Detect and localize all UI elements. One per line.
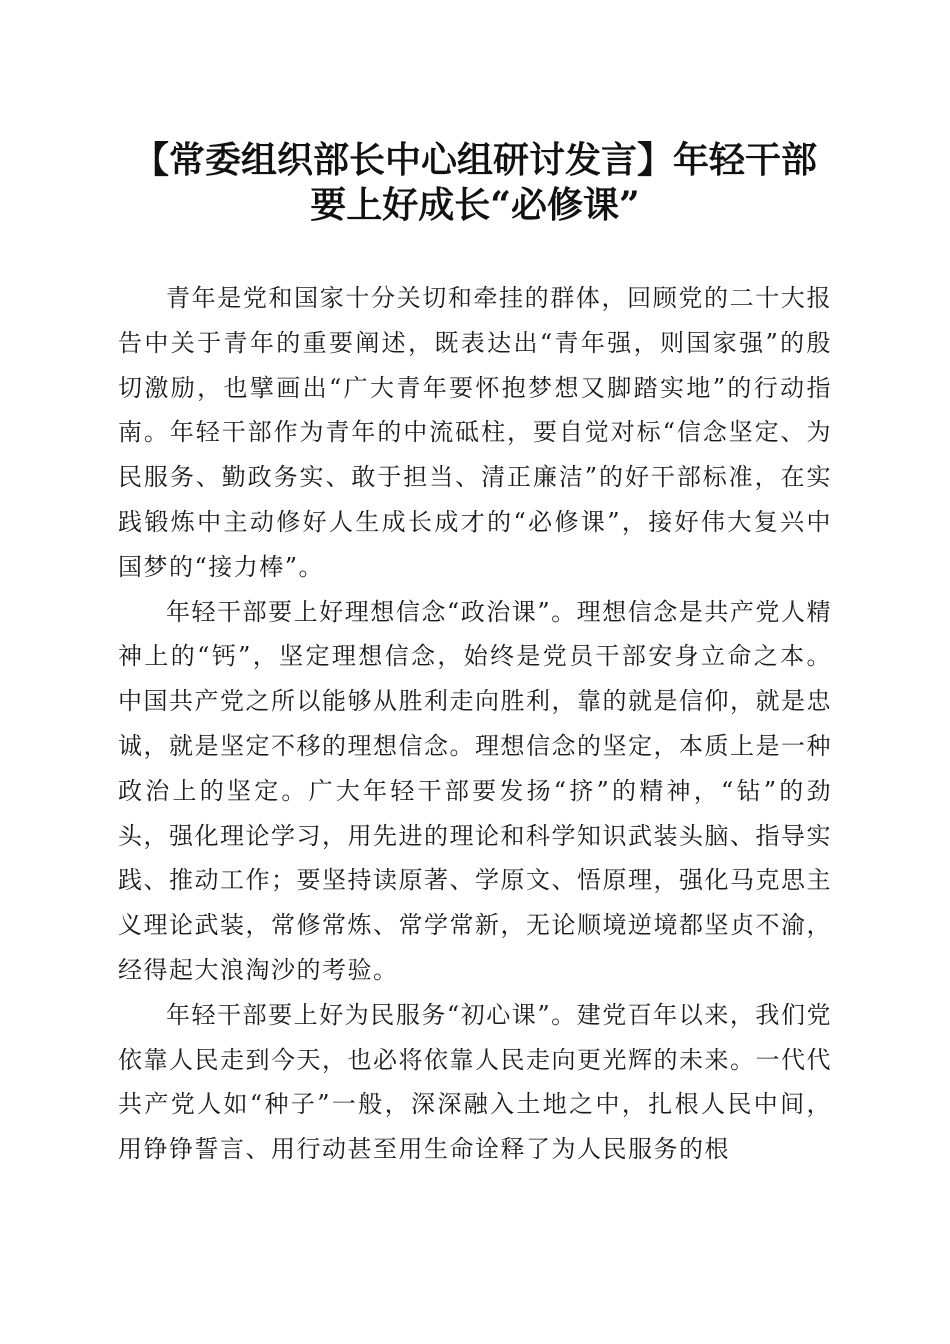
paragraph: 年轻干部要上好为民服务“初心课”。建党百年以来，我们党依靠人民走到今天，也必将依靠人民走向更光辉的未来。一代代共产党人如“种子”一般，深深融入土地之中，扎根人民中间，用铮铮誓言、用行动甚至用生命诠释了为人民服务的根 bbox=[118, 1000, 832, 1164]
document-body bbox=[118, 276, 832, 1172]
paragraph: 年轻干部要上好理想信念“政治课”。理想信念是共产党人精神上的“钙”，坚定理想信念，始终是党员干部安身立命之本。中国共产党之所以能够从胜利走向胜利，靠的就是信仰，就是忠诚，就是坚定不移的理想信念。理想信念的坚定，本质上是一种政治上的坚定。广大年轻干部要发扬“挤”的精神，“钻”的劲头，强化理论学习，用先进的理论和科学知识武装头脑、指导实践、推动工作；要坚持读原著、学原文、悟原理，强化马克思主义理论武装，常修常炼、常学常新，无论顺境逆境都坚贞不渝，经得起大浪淘沙的考验。 bbox=[118, 597, 832, 984]
document-title: 【常委组织部长中心组研讨发言】年轻干部要上好成长“必修课” bbox=[132, 139, 817, 226]
paragraph: 青年是党和国家十分关切和牵挂的群体，回顾党的二十大报告中关于青年的重要阐述，既表达出“青年强，则国家强”的殷切激励，也擘画出“广大青年要怀抱梦想又脚踏实地”的行动指南。年轻干部作为青年的中流砥柱，要自觉对标“信念坚定、为民服务、勤政务实、敢于担当、清正廉洁”的好干部标准，在实践锻炼中主动修好人生成长成才的“必修课”，接好伟大复兴中国梦的“接力棒”。 bbox=[118, 284, 832, 581]
